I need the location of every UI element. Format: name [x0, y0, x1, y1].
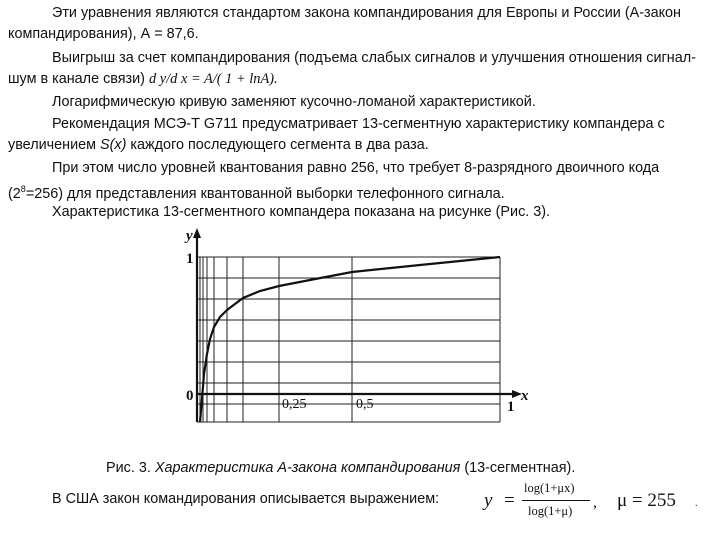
- a-law-curve: [200, 257, 500, 422]
- origin-label: 0: [186, 388, 194, 404]
- caption-prefix: Рис. 3.: [106, 460, 151, 476]
- caption-title: Характеристика А-закона компандирования: [154, 460, 461, 476]
- fraction-bar: [522, 500, 590, 501]
- paragraph-figure-ref-text: Характеристика 13-сегментного компандера показана на рисунке (Рис. 3).: [52, 204, 551, 220]
- paragraph-piecewise: [8, 92, 708, 113]
- x-tick-05-label: 0,5: [356, 397, 374, 412]
- x-tick-1-label: 1: [507, 399, 515, 415]
- grid-vertical-lines: [200, 257, 500, 422]
- formula-end-dot: .: [695, 498, 698, 509]
- paragraph-g711-tail: каждого последующего сегмента в два раза.: [130, 137, 429, 153]
- grid-horizontal-lines: [197, 257, 500, 422]
- paragraph-g711-text: Рекомендация МСЭ-Т G711 предусматривает 13-сегментную характеристику компандера с увеличением: [8, 116, 665, 153]
- formula-denominator: log(1+μ): [528, 504, 573, 518]
- segment-function: S(x): [100, 137, 127, 153]
- paragraph-quantization-tail: =256) для представления квантованной выборки телефонного сигнала.: [25, 185, 505, 202]
- y-axis-label: y: [186, 228, 193, 244]
- paragraph-g711: [8, 114, 708, 156]
- formula-numerator: log(1+μx): [524, 481, 575, 495]
- formula-lhs: y: [484, 490, 493, 511]
- mu-law-formula: [480, 478, 710, 524]
- usa-law-text: В США закон командирования описывается выражением:: [52, 491, 440, 507]
- compander-characteristic-figure: [170, 224, 540, 424]
- formula-mu-value: μ = 255: [617, 490, 676, 511]
- paragraph-figure-ref: [8, 202, 708, 223]
- power-exponent: 8: [20, 184, 26, 194]
- paragraph-quantization: [8, 158, 708, 205]
- gain-formula: d y/d x = A/( 1 + lnA).: [148, 71, 278, 87]
- figure-caption: [106, 458, 575, 478]
- paragraph-a-law: [8, 3, 708, 45]
- x-axis-label: x: [521, 388, 529, 404]
- y-tick-1-label: 1: [186, 251, 194, 267]
- formula-comma: ,: [593, 494, 597, 511]
- formula-equals: =: [504, 490, 515, 511]
- paragraph-piecewise-text: Логарифмическую кривую заменяют кусочно-ломаной характеристикой.: [52, 94, 536, 110]
- paragraph-quantization-text: При этом число уровней квантования равно 256, что требует 8-разрядного двоичного кода (2: [8, 160, 660, 202]
- paragraph-gain: [8, 48, 708, 90]
- paragraph-gain-text: Выигрыш за счет компандирования (подъема слабых сигналов и улучшения отношения сигнал-шум в канале связи): [8, 50, 696, 87]
- paragraph-a-law-text: Эти уравнения являются стандартом закона компандирования для Европы и России (А-закон компандирования), А = 87,6.: [8, 5, 682, 42]
- caption-suffix: (13-сегментная).: [464, 460, 576, 476]
- x-tick-025-label: 0,25: [282, 397, 307, 412]
